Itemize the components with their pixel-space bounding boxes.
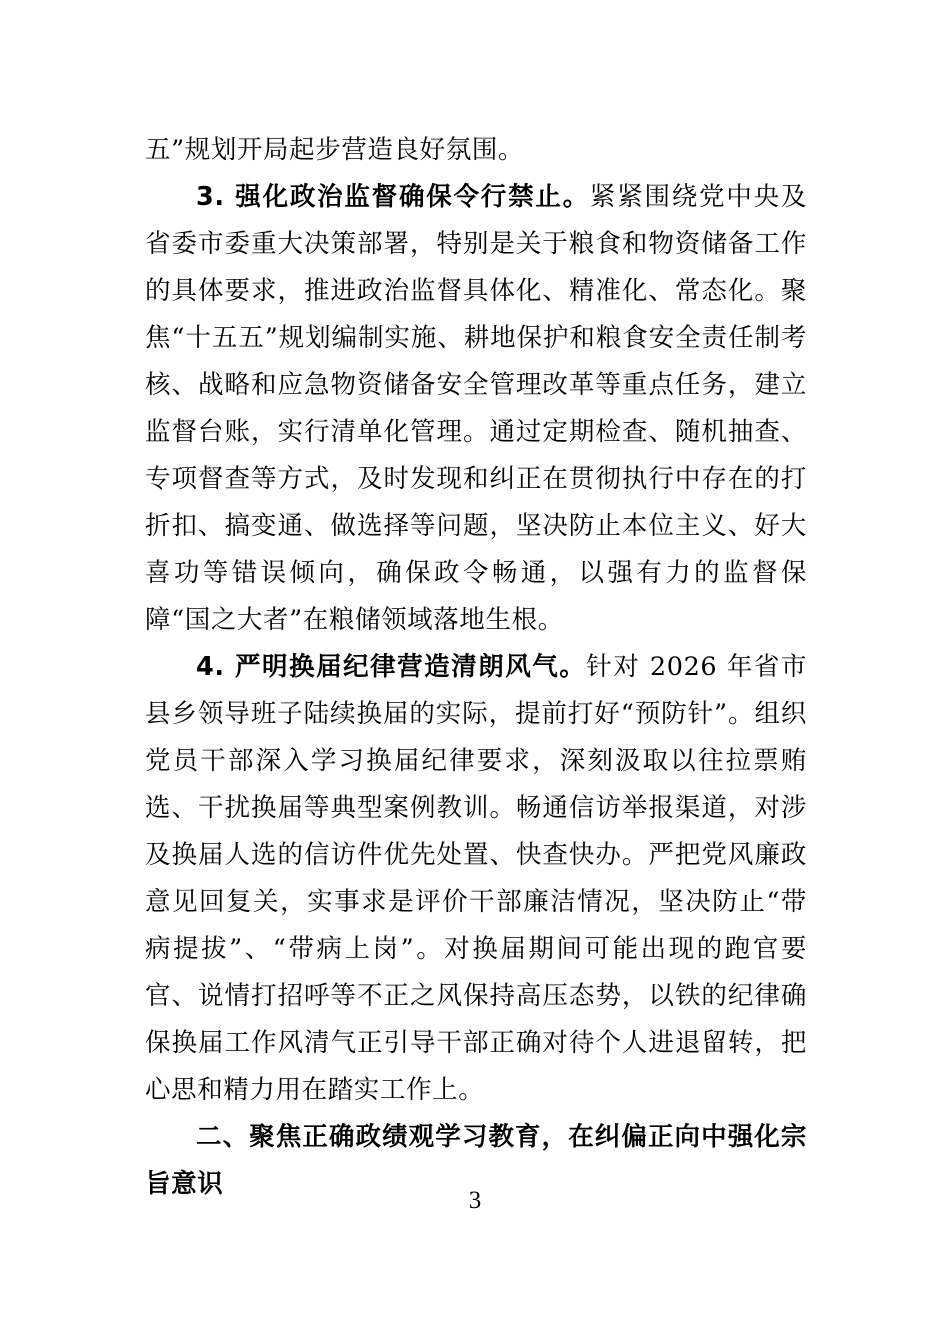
page-number: 3 — [468, 1187, 482, 1214]
paragraph-text: 针对 2026 年省市县乡领导班子陆续换届的实际，提前打好“预防针”。组织党员干部深入学习换届纪律要求，深刻汲取以往拉票贿选、干扰换届等典型案例教训。畅通信访举报渠道，对涉及换届人选的信访件优先处置、快查快办。严把党风廉政意见回复关，实事求是评价干部廉洁情况，坚决防止“带病提拔”、“带病上岗”。对换届期间可能出现的跑官要官、说情打招呼等不正之风保持高压态势，以铁的纪律确保换届工作风清气正引导干部正确对待个人进退留转，把心思和精力用在踏实工作上。 — [145, 652, 807, 1105]
paragraph-text: 五”规划开局起步营造良好氛围。 — [145, 135, 525, 165]
paragraph-lead-heading: 3. 强化政治监督确保令行禁止。 — [196, 182, 590, 212]
paragraph-political-supervision — [145, 174, 807, 644]
paragraph-continuation — [145, 127, 807, 174]
paragraph-lead-heading: 4. 严明换届纪律营造清朗风气。 — [196, 652, 587, 682]
document-body — [145, 127, 807, 1208]
paragraph-election-discipline — [145, 644, 807, 1114]
paragraph-text: 紧紧围绕党中央及省委市委重大决策部署，特别是关于粮食和物资储备工作的具体要求，推进政治监督具体化、精准化、常态化。聚焦“十五五”规划编制实施、耕地保护和粮食安全责任制考核、战略和应急物资储备安全管理改革等重点任务，建立监督台账，实行清单化管理。通过定期检查、随机抽查、专项督查等方式，及时发现和纠正在贯彻执行中存在的打折扣、搞变通、做选择等问题，坚决防止本位主义、好大喜功等错误倾向，确保政令畅通，以强有力的监督保障“国之大者”在粮储领域落地生根。 — [145, 182, 807, 635]
section-heading: 二、聚焦正确政绩观学习教育，在纠偏正向中强化宗旨意识 — [145, 1122, 807, 1199]
